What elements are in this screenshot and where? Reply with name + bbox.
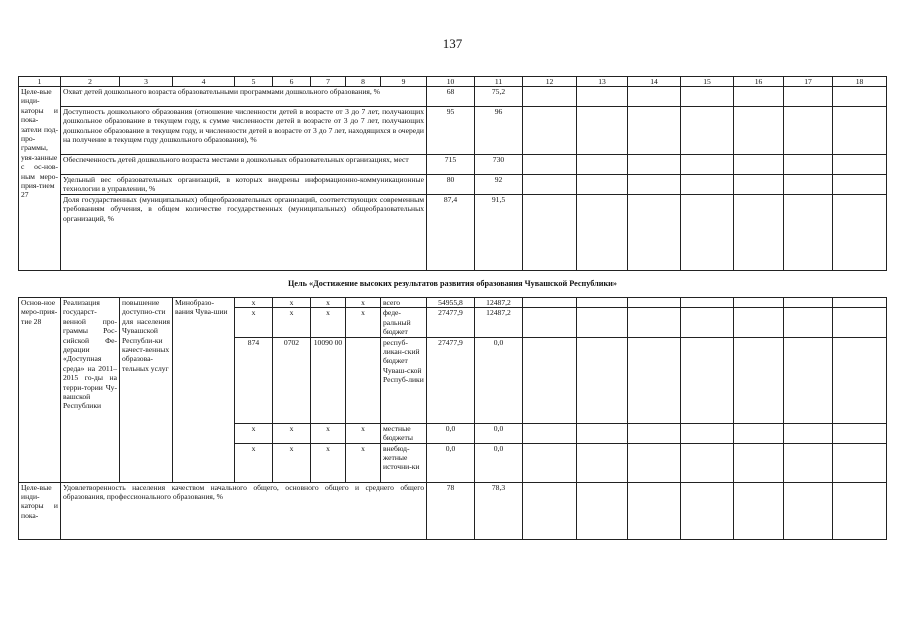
value-cell: 80: [427, 175, 475, 195]
code-cell: x: [235, 308, 273, 337]
funding-source: внебюд-жетные источни-ки: [381, 443, 427, 482]
page-number: 137: [442, 36, 463, 51]
measure-row: [19, 298, 887, 308]
header-cell: 17: [784, 77, 833, 87]
indicator-text: Охват детей дошкольного возраста образовательными программами дошкольного образования, %: [61, 87, 427, 107]
code-cell: x: [235, 298, 273, 308]
header-cell: 5: [235, 77, 273, 87]
code-cell: x: [311, 443, 346, 482]
indicator-row: [19, 155, 887, 175]
measure-goal: повышение доступно-сти для населения Чувашской Республи-ки качест-венных образова-тельных услуг: [120, 298, 173, 483]
indicator-row: [19, 107, 887, 155]
goal-row: [19, 271, 887, 298]
value-cell: 0,0: [475, 423, 523, 443]
header-cell: 7: [311, 77, 346, 87]
code-cell: x: [346, 298, 381, 308]
code-cell: x: [273, 308, 311, 337]
header-cell: 8: [346, 77, 381, 87]
header-cell: 12: [523, 77, 577, 87]
header-cell: 13: [577, 77, 628, 87]
header-cell: 11: [475, 77, 523, 87]
value-cell: 0,0: [475, 337, 523, 423]
indicator-text: Обеспеченность детей дошкольного возраста местами в дошкольных образовательных организациях, мест: [61, 155, 427, 175]
header-cell: 16: [734, 77, 784, 87]
value-cell: 75,2: [475, 87, 523, 107]
funding-source: респуб-ликан-ский бюджет Чуваш-ской Респуб-лики: [381, 337, 427, 423]
indicator-group-label: Целе-вые инди-каторы и пока-: [19, 482, 61, 539]
indicator-row: [19, 482, 887, 539]
value-cell: 12487,2: [475, 308, 523, 337]
header-cell: 6: [273, 77, 311, 87]
indicator-row: [19, 87, 887, 107]
goal-title: Цель «Достижение высоких результатов развития образования Чувашской Республики»: [19, 271, 887, 298]
code-cell: 10090 00: [311, 337, 346, 423]
code-cell: 874: [235, 337, 273, 423]
indicator-text: Удовлетворенность населения качеством начального общего, основного общего и среднего общего образования, профессионального образования, %: [61, 482, 427, 539]
header-cell: 2: [61, 77, 120, 87]
value-cell: 12487,2: [475, 298, 523, 308]
header-cell: 15: [681, 77, 734, 87]
code-cell: x: [346, 443, 381, 482]
value-cell: 730: [475, 155, 523, 175]
value-cell: 78,3: [475, 482, 523, 539]
measure-number: Основ-ное меро-прия-тие 28: [19, 298, 61, 483]
header-cell: 1: [19, 77, 61, 87]
indicator-row: [19, 195, 887, 271]
program-table: [18, 76, 887, 540]
funding-source: феде-ральный бюджет: [381, 308, 427, 337]
value-cell: 87,4: [427, 195, 475, 271]
value-cell: 0,0: [427, 423, 475, 443]
measure-name: Реализация государст-венной про-граммы Рос-сийской Фе-дерации «Доступная среда» на 2011–2015 го-ды на терри-тории Чу-вашской Республики: [61, 298, 120, 483]
header-cell: 10: [427, 77, 475, 87]
code-cell: x: [235, 443, 273, 482]
value-cell: 96: [475, 107, 523, 155]
code-cell: x: [311, 298, 346, 308]
value-cell: 715: [427, 155, 475, 175]
value-cell: 27477,9: [427, 308, 475, 337]
header-cell: 3: [120, 77, 173, 87]
value-cell: 27477,9: [427, 337, 475, 423]
header-cell: 18: [833, 77, 887, 87]
value-cell: 78: [427, 482, 475, 539]
indicator-group-label: Целе-вые инди-каторы и пока-затели под-про-граммы, увя-занные с ос-нов-ным меро-прия-тием 27: [19, 87, 61, 271]
header-cell: 4: [173, 77, 235, 87]
code-cell: x: [346, 308, 381, 337]
value-cell: 95: [427, 107, 475, 155]
code-cell: x: [311, 308, 346, 337]
header-cell: 14: [628, 77, 681, 87]
code-cell: x: [273, 423, 311, 443]
code-cell: x: [346, 423, 381, 443]
value-cell: 0,0: [427, 443, 475, 482]
value-cell: 0,0: [475, 443, 523, 482]
code-cell: x: [311, 423, 346, 443]
code-cell: x: [273, 298, 311, 308]
header-row: [19, 77, 887, 87]
value-cell: 68: [427, 87, 475, 107]
code-cell: [346, 337, 381, 423]
code-cell: x: [235, 423, 273, 443]
value-cell: 91,5: [475, 195, 523, 271]
indicator-row: [19, 175, 887, 195]
measure-executor: Минобразо-вания Чува-шии: [173, 298, 235, 483]
value-cell: 54955,8: [427, 298, 475, 308]
indicator-text: Доля государственных (муниципальных) общеобразовательных организаций, соответствующих современным требованиям обучения, в общем количестве государственных (муниципальных) общеобразовательных организаций, %: [61, 195, 427, 271]
value-cell: 92: [475, 175, 523, 195]
indicator-text: Удельный вес образовательных организаций, в которых внедрены информационно-коммуникационные технологии в управлении, %: [61, 175, 427, 195]
indicator-text: Доступность дошкольного образования (отношение численности детей в возрасте от 3 до 7 лет, получающих дошкольное образование в текущем году, к сумме численности детей в возрасте от 3 до 7 лет, получающих дошкольное образование в текущем году, и численности детей в возрасте от 3 до 7 лет, находящихся в очереди на получение в текущем году дошкольного образования), %: [61, 107, 427, 155]
code-cell: x: [273, 443, 311, 482]
code-cell: 0702: [273, 337, 311, 423]
funding-source: местные бюджеты: [381, 423, 427, 443]
header-cell: 9: [381, 77, 427, 87]
funding-source: всего: [381, 298, 427, 308]
